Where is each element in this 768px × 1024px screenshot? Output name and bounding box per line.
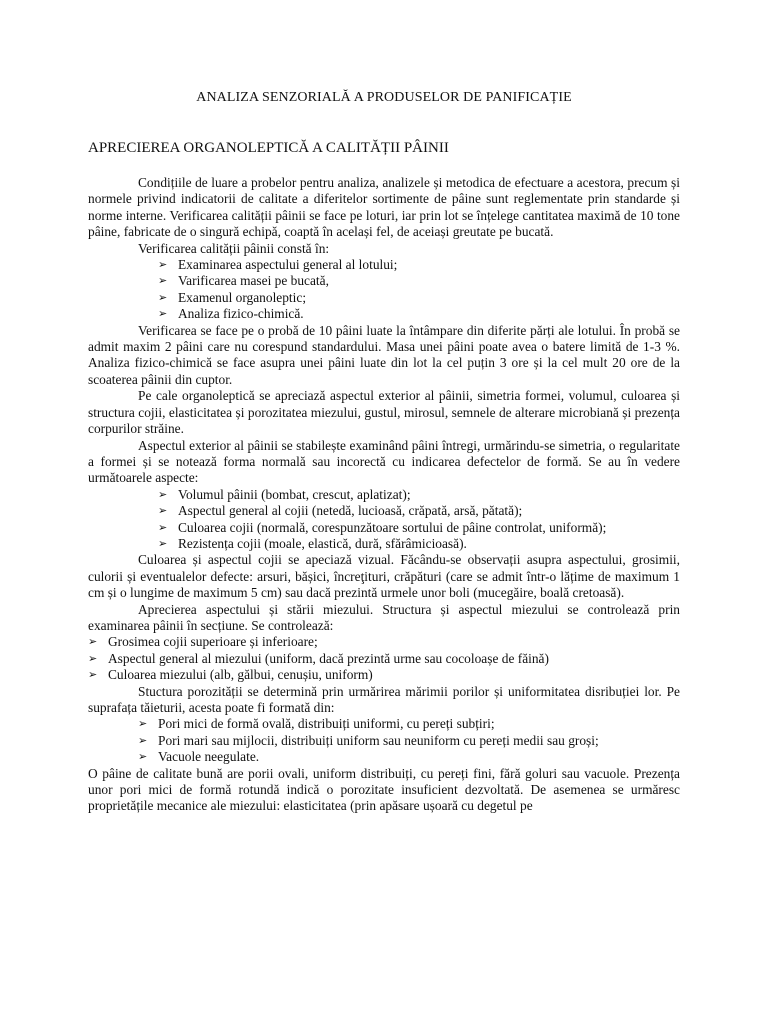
- arrow-bullet-icon: ➢: [158, 521, 168, 534]
- arrow-bullet-icon: ➢: [158, 488, 168, 501]
- list-crumb-controls: [88, 634, 680, 683]
- arrow-bullet-icon: ➢: [158, 537, 168, 550]
- list-item: ➢ Pori mari sau mijlocii, distribuiți uniform sau neuniform cu pereți medii sau groși;: [138, 732, 599, 748]
- list-item: ➢ Aspectul general al miezului (uniform, dacă prezintă urme sau cocoloașe de făină): [88, 650, 549, 666]
- paragraph-5: Aspectul exterior al pâinii se stabilește examinând pâini întregi, urmărindu-se simetria, o regularitate a formei și se notează forma normală sau incorectă cu indicarea defectelor de formă. Se au în vedere următoarele aspecte:: [88, 437, 680, 486]
- list-item: ➢ Examinarea aspectului general al lotului;: [158, 257, 398, 273]
- paragraph-3: Verificarea se face pe o probă de 10 pâini luate la întâmpare din diferite părți ale lotului. În probă se admit maxim 2 pâini care nu corespund standardului. Masa unei pâini poate avea o batere limită de 1-3 %. Analiza fizico-chimică se face asupra unei pâini luate din lot la cel puțin 3 ore și la cel mult 20 ore de la scoaterea pâinii din cuptor.: [88, 322, 680, 387]
- list-item: ➢ Aspectul general al cojii (netedă, lucioasă, crăpată, arsă, pătată);: [158, 503, 523, 519]
- arrow-bullet-icon: ➢: [158, 308, 168, 321]
- list-item: ➢ Grosimea cojii superioare și inferioare;: [88, 634, 318, 650]
- list-item: ➢ Vacuole neegulate.: [138, 749, 260, 765]
- list-item: ➢ Pori mici de formă ovală, distribuiți uniformi, cu pereți subțiri;: [138, 716, 495, 732]
- paragraph-1: Condițiile de luare a probelor pentru analiza, analizele și metodica de efectuare a acestora, precum și normele privind indicatorii de calitate a diferitelor sortimente de pâine sunt reglementate prin standarde și norme interne. Verificarea calității pâinii se face pe loturi, iar prin lot se înțelege cantitatea maximă de 10 tone pâine, fabricate de o singură echipă, coaptă în același fel, de aceiași greutate pe bucată.: [88, 175, 680, 240]
- arrow-bullet-icon: ➢: [88, 652, 98, 665]
- paragraph-9: O pâine de calitate bună are porii ovali, uniform distribuiți, cu pereți fini, fără goluri sau vacuole. Prezența unor pori mici de formă rotundă indică o porozitate insuficient dezvoltată. De asemenea se urmăresc proprietățile mecanice ale miezului: elasticitatea (prin apăsare ușoară cu degetul pe: [88, 765, 680, 814]
- list-item: ➢ Examenul organoleptic;: [158, 289, 307, 305]
- list-item: ➢ Rezistența cojii (moale, elastică, dură, sfărâmicioasă).: [158, 535, 467, 551]
- list-item: ➢ Culoarea cojii (normală, corespunzătoare sortului de pâine controlat, uniformă);: [158, 519, 607, 535]
- arrow-bullet-icon: ➢: [88, 636, 98, 649]
- paragraph-4: Pe cale organoleptică se apreciază aspectul exterior al pâinii, simetria formei, volumul, culoarea și structura cojii, elasticitatea și porozitatea miezului, gustul, mirosul, semnele de alterare microbiană și prezența corpurilor străine.: [88, 388, 680, 437]
- list-item: ➢ Volumul pâinii (bombat, crescut, aplatizat);: [158, 486, 411, 502]
- list-porosity-types: [138, 716, 680, 765]
- document-title: ANALIZA SENZORIALĂ A PRODUSELOR DE PANIFICAȚIE: [196, 90, 572, 105]
- arrow-bullet-icon: ➢: [138, 751, 148, 764]
- arrow-bullet-icon: ➢: [158, 259, 168, 272]
- arrow-bullet-icon: ➢: [158, 275, 168, 288]
- arrow-bullet-icon: ➢: [138, 718, 148, 731]
- list-item: ➢ Varificarea masei pe bucată,: [158, 273, 329, 289]
- paragraph-8: Stuctura porozității se determină prin urmărirea mărimii porilor și uniformitatea disribuției lor. Pe suprafața tăieturii, acesta poate fi formată din:: [88, 683, 680, 715]
- list-item: ➢ Culoarea miezului (alb, gălbui, cenușiu, uniform): [88, 667, 373, 683]
- document-body: [88, 175, 680, 815]
- arrow-bullet-icon: ➢: [138, 734, 148, 747]
- section-heading: APRECIEREA ORGANOLEPTICĂ A CALITĂȚII PÂINII: [88, 140, 449, 156]
- arrow-bullet-icon: ➢: [158, 505, 168, 518]
- list-item: ➢ Analiza fizico-chimică.: [158, 306, 304, 322]
- arrow-bullet-icon: ➢: [88, 669, 98, 682]
- list-exterior-aspects: [158, 487, 680, 553]
- arrow-bullet-icon: ➢: [158, 291, 168, 304]
- paragraph-7: Aprecierea aspectului și stării miezului. Structura și aspectul miezului se controlează prin examinarea pâinii în secțiune. Se controlează:: [88, 601, 680, 633]
- paragraph-6: Culoarea și aspectul cojii se apeciază vizual. Făcându-se observații asupra aspectului, grosimii, culorii și eventualelor defecte: arsuri, bășici, încreţituri, crăpături (care se admit într-o lățime de maximum 1 cm și o lungime de maximum 5 cm) sau dacă prezintă urmele unor boli (mucegăire, boală cretoasă).: [88, 552, 680, 601]
- list-verification-steps: [158, 257, 680, 323]
- paragraph-2: Verificarea calității pâinii constă în:: [138, 240, 330, 256]
